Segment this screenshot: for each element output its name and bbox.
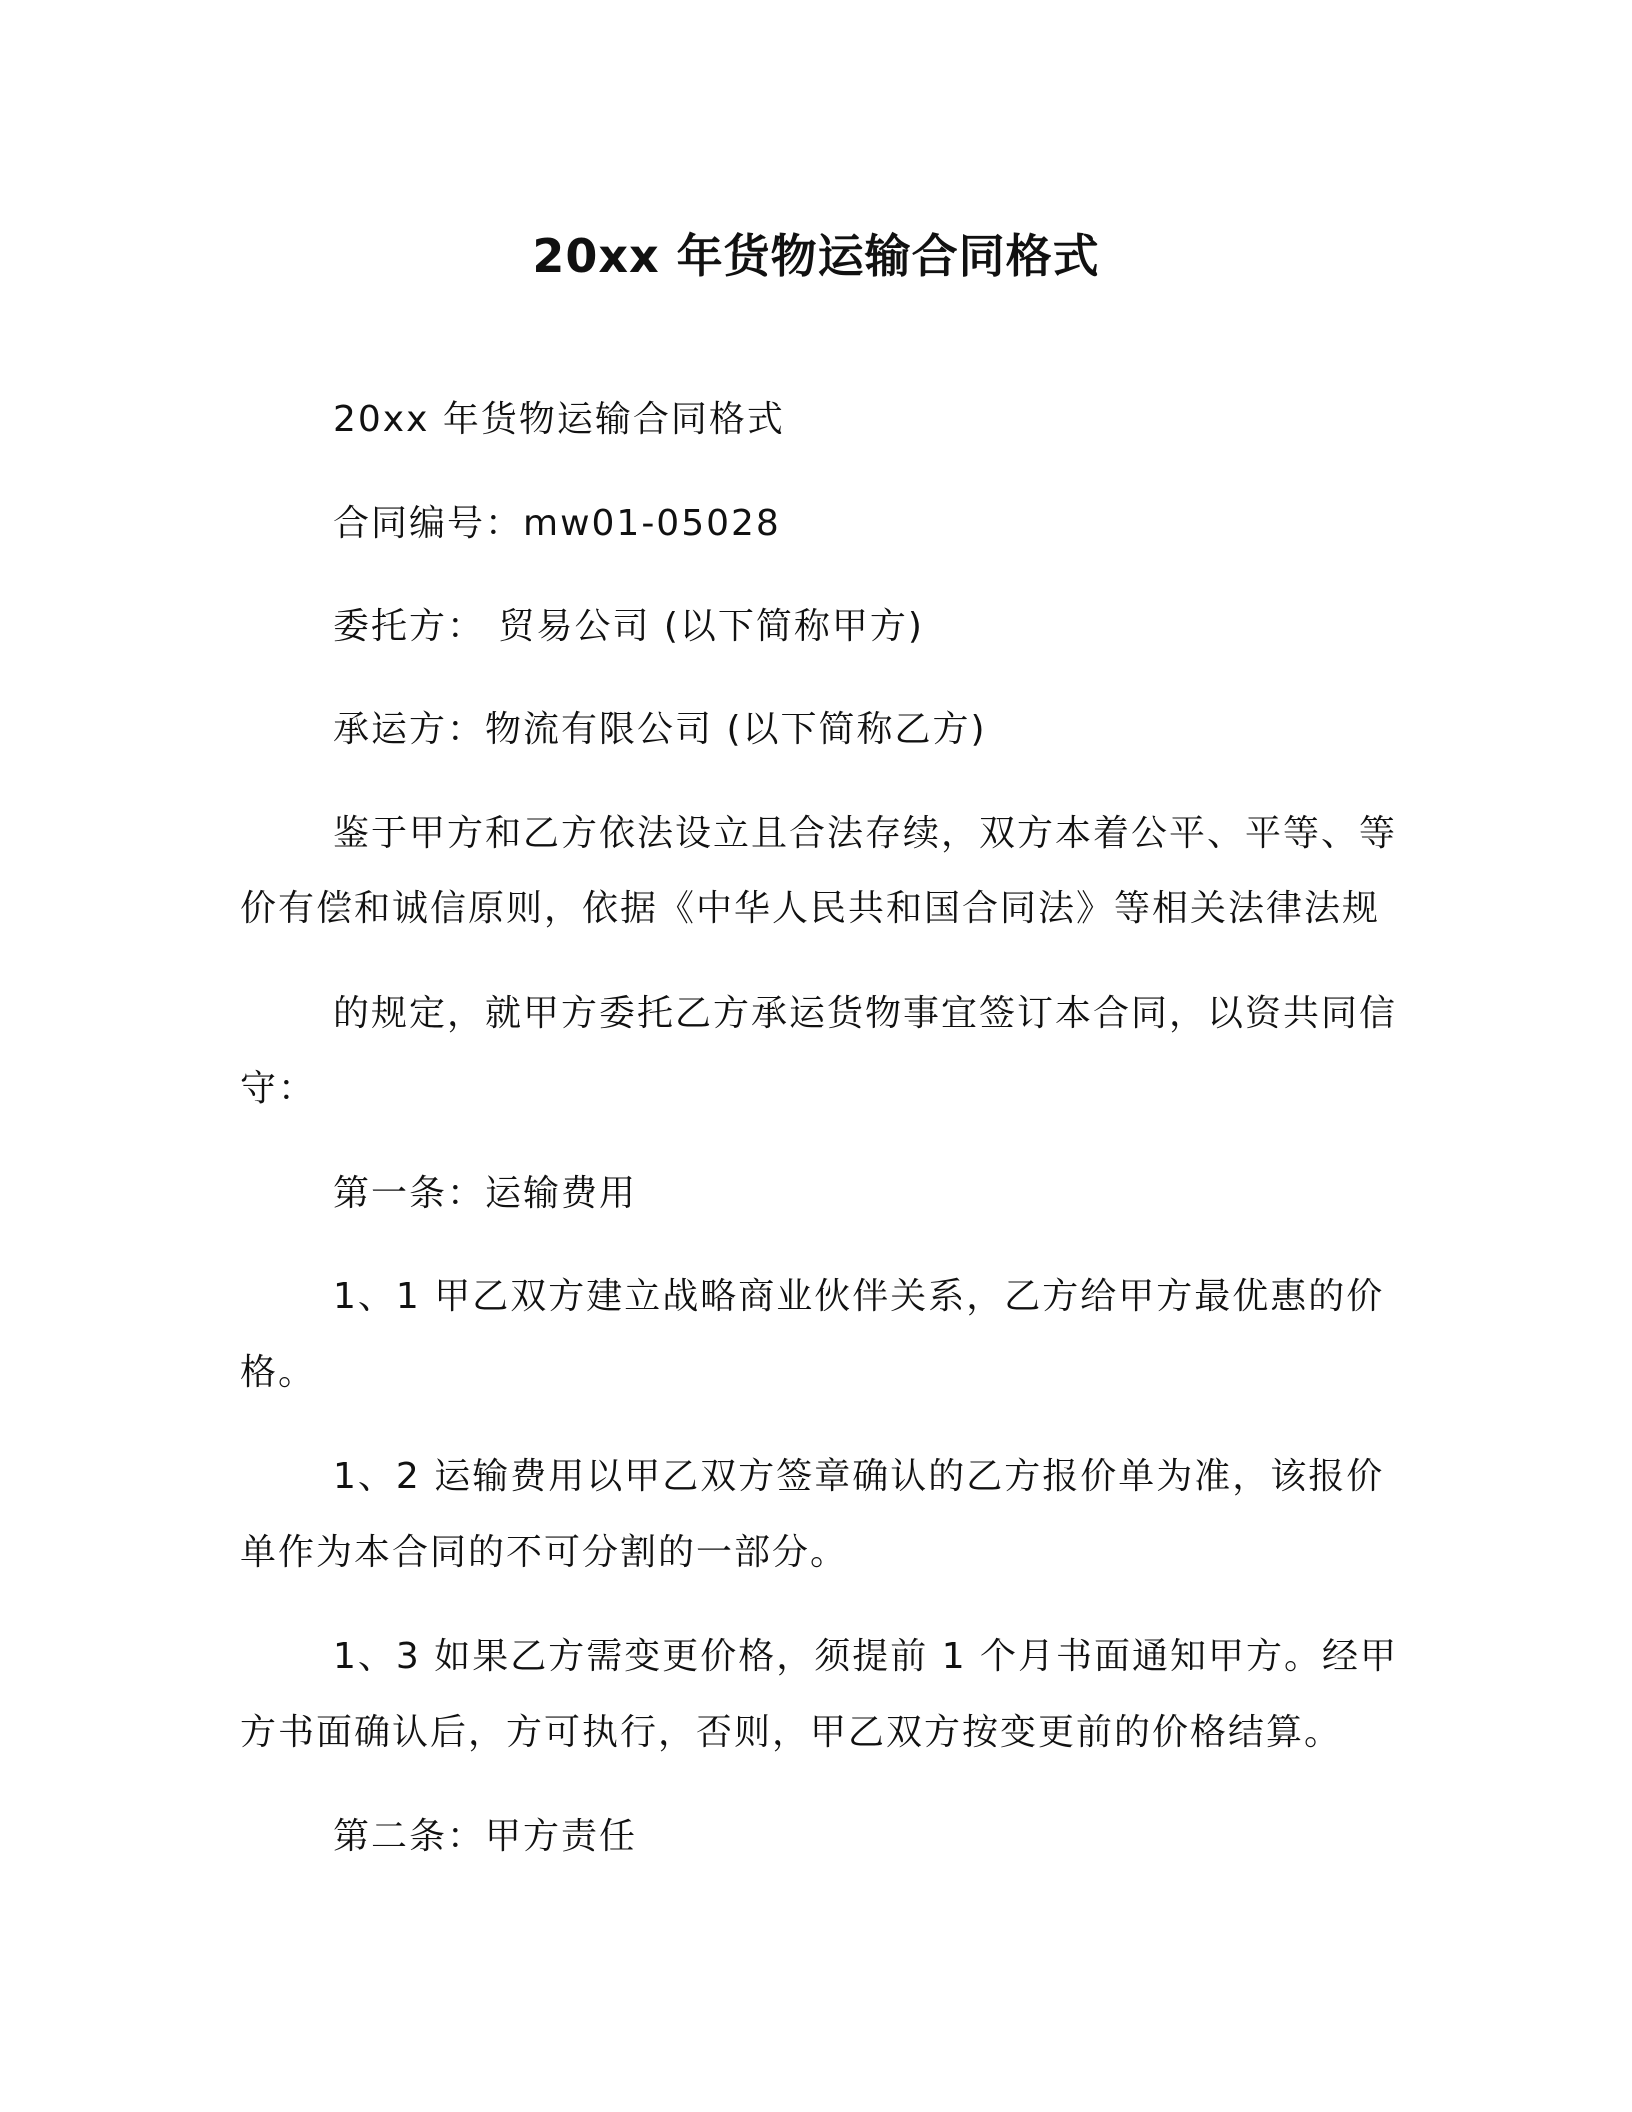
clause-1-1-line-1: 1、1 甲乙双方建立战略商业伙伴关系，乙方给甲方最优惠的价 xyxy=(333,1276,1385,1317)
preamble-line-3: 的规定，就甲方委托乙方承运货物事宜签订本合同，以资共同信 xyxy=(333,993,1398,1034)
clause-1-2-line-1: 1、2 运输费用以甲乙双方签章确认的乙方报价单为准，该报价 xyxy=(333,1456,1385,1497)
clause-1-3-line-2: 方书面确认后，方可执行，否则，甲乙双方按变更前的价格结算。 xyxy=(240,1712,1343,1753)
clause-1-2-line-2: 单作为本合同的不可分割的一部分。 xyxy=(240,1532,849,1573)
clause-1-3-line-1: 1、3 如果乙方需变更价格，须提前 1 个月书面通知甲方。经甲 xyxy=(333,1636,1399,1677)
preamble-line-1: 鉴于甲方和乙方依法设立且合法存续，双方本着公平、平等、等 xyxy=(333,813,1398,854)
preamble-line-4: 守： xyxy=(240,1068,317,1109)
contract-number-line: 合同编号：mw01-05028 xyxy=(333,503,781,544)
carrier-party-line: 承运方：物流有限公司 (以下简称乙方) xyxy=(333,709,987,750)
article-one-heading: 第一条：运输费用 xyxy=(333,1173,638,1214)
subtitle-line: 20xx 年货物运输合同格式 xyxy=(333,399,785,440)
preamble-line-2: 价有偿和诚信原则，依据《中华人民共和国合同法》等相关法律法规 xyxy=(240,888,1381,929)
clause-1-1-line-2: 格。 xyxy=(240,1352,317,1393)
client-party-line: 委托方： 贸易公司 (以下简称甲方) xyxy=(333,606,924,647)
article-two-heading: 第二条：甲方责任 xyxy=(333,1816,638,1857)
document-title: 20xx 年货物运输合同格式 xyxy=(532,229,1100,283)
